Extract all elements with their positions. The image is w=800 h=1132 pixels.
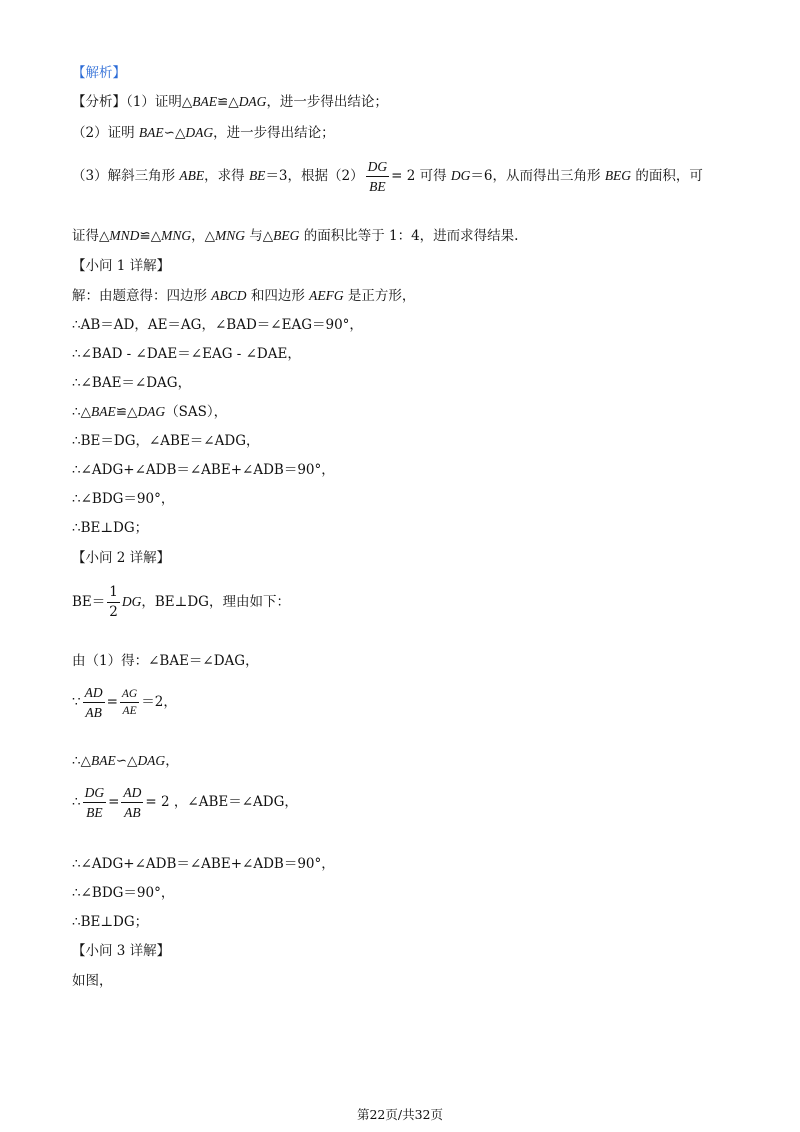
analysis-step-4: 证得△MND≌△MNG，△MNG 与△BEG 的面积比等于 1：4，进而求得结果. [72,228,519,244]
q1-line-5: ∴△BAE≌△DAG（SAS）， [72,404,228,420]
q1-line-8: ∴∠BDG＝90°， [72,491,175,507]
fraction-ad-ab: $\frac{AD}{AB}$ [84,685,103,720]
q1-title: 【小问 1 详解】 [72,258,171,274]
q1-line-4: ∴∠BAE＝∠DAG， [72,375,192,391]
analysis-heading: 【解析】 [72,65,126,81]
page-footer: 第22页/共32页 [356,1107,444,1122]
q1-line-2: ∴AB＝AD，AE＝AG，∠BAD＝∠EAG＝90°， [72,317,363,333]
q2-line-4: ∴△BAE∽△DAG， [72,753,179,769]
q3-title: 【小问 3 详解】 [72,943,171,959]
fraction-ad-ab-2: $\frac{AD}{AB}$ [123,785,142,820]
analysis-step-2: （2）证明 BAE∽△DAG，进一步得出结论； [72,125,335,141]
q1-line-3: ∴∠BAD - ∠DAE＝∠EAG - ∠DAE， [72,346,301,362]
q1-line-9: ∴BE⊥DG； [72,520,149,536]
q2-line-8: ∴BE⊥DG； [72,914,149,930]
q1-line-7: ∴∠ADG+∠ADB＝∠ABE+∠ADB＝90°， [72,462,335,478]
fraction-dg-be-2: $\frac{DG}{BE}$ [84,785,105,820]
q1-line-6: ∴BE＝DG，∠ABE＝∠ADG， [72,433,260,449]
q2-line-1: BE＝ $\frac{1}{2}$ DG，BE⊥DG，理由如下： [72,584,290,620]
q3-line-1: 如图， [72,973,113,989]
q2-line-2: 由（1）得：∠BAE＝∠DAG， [72,653,259,669]
analysis-step-3: （3）解斜三角形 ABE，求得 BE＝3，根据（2） $\frac{DG}{BE}$ = 2 可得 DG＝6，从而得出三角形 BEG 的面积，可 [72,159,703,194]
fraction-one-half: $\frac{1}{2}$ [109,584,118,620]
q2-line-7: ∴∠BDG＝90°， [72,885,175,901]
q2-line-6: ∴∠ADG+∠ADB＝∠ABE+∠ADB＝90°， [72,856,335,872]
fraction-dg-be: $\frac{DG}{BE}$ [367,159,388,194]
analysis-step-1: 【分析】（1）证明△BAE≌△DAG，进一步得出结论； [72,94,388,110]
q1-line-1: 解：由题意得：四边形 ABCD 和四边形 AEFG 是正方形， [72,288,416,304]
q2-title: 【小问 2 详解】 [72,550,171,566]
q2-line-5: ∴ $\frac{DG}{BE}$ = $\frac{AD}{AB}$ = 2 ，∠ABE＝∠ADG， [72,785,298,820]
q2-line-3: ∵ $\frac{AD}{AB}$ = $\frac{AG}{AE}$ ＝2， [72,685,177,720]
fraction-ag-ae: $\frac{AG}{AE}$ [121,688,138,717]
